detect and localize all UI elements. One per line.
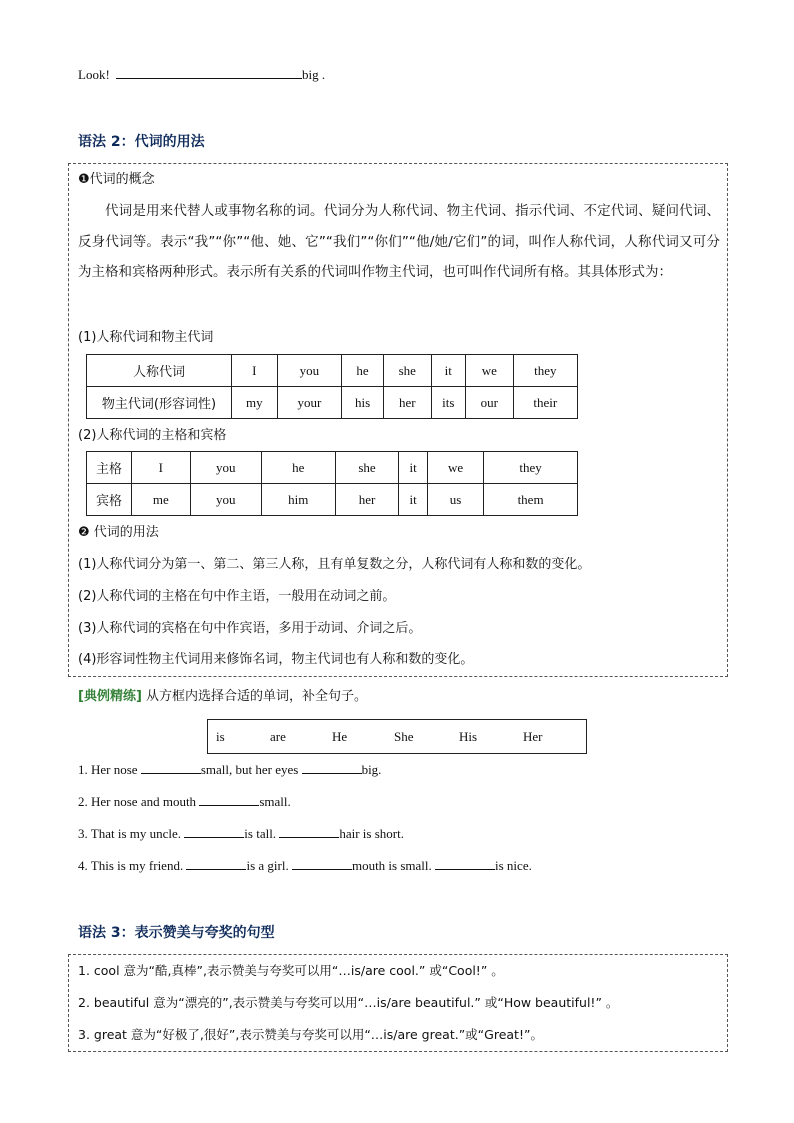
table-cell: they bbox=[484, 452, 578, 484]
question-1 bbox=[78, 761, 381, 778]
usage-item: (4)形容词性物主代词用来修饰名词，物主代词也有人称和数的变化。 bbox=[78, 652, 474, 667]
question-text: 4. This is my friend. bbox=[78, 858, 184, 873]
answer-blank[interactable] bbox=[186, 857, 246, 870]
table-cell: us bbox=[427, 484, 483, 516]
table-cell: she bbox=[335, 452, 399, 484]
table-cell: I bbox=[132, 452, 191, 484]
table-cell: my bbox=[232, 387, 278, 419]
answer-blank[interactable] bbox=[302, 761, 362, 774]
concept-title: ❶代词的概念 bbox=[78, 172, 155, 187]
section2-heading: 语法 2：代词的用法 bbox=[78, 134, 205, 150]
usage-item: (1)人称代词分为第一、第二、第三人称，且有单复数之分，人称代词有人称和数的变化。 bbox=[78, 557, 591, 572]
pronoun-table-2 bbox=[86, 451, 578, 516]
word-option: His bbox=[459, 729, 478, 744]
question-4 bbox=[78, 857, 532, 874]
usage-item: (3)人称代词的宾格在句中作宾语，多用于动词、介词之后。 bbox=[78, 621, 422, 636]
table-cell: 物主代词(形容词性) bbox=[87, 387, 232, 419]
table-row bbox=[87, 355, 578, 387]
pronoun-table-1 bbox=[86, 354, 578, 419]
table-cell: they bbox=[513, 355, 577, 387]
table-cell: her bbox=[384, 387, 432, 419]
table-cell: he bbox=[261, 452, 335, 484]
table-cell: their bbox=[513, 387, 577, 419]
table-cell: him bbox=[261, 484, 335, 516]
praise-item: 2. beautiful 意为“漂亮的”,表示赞美与夸奖可以用“…is/are beautiful.” 或“How beautiful!” 。 bbox=[78, 995, 619, 1010]
example-header bbox=[78, 689, 367, 705]
top-sentence-prefix: Look! bbox=[78, 67, 110, 82]
table-cell: I bbox=[232, 355, 278, 387]
table2-title: (2)人称代词的主格和宾格 bbox=[78, 428, 227, 443]
word-option: are bbox=[270, 729, 286, 744]
table-cell: you bbox=[190, 484, 261, 516]
table-cell: it bbox=[399, 452, 428, 484]
usage-title: ❷ 代词的用法 bbox=[78, 525, 159, 540]
table-cell: his bbox=[342, 387, 384, 419]
table-row bbox=[87, 452, 578, 484]
table-cell: we bbox=[427, 452, 483, 484]
table-row bbox=[87, 484, 578, 516]
table-cell: 人称代词 bbox=[87, 355, 232, 387]
answer-blank[interactable] bbox=[279, 825, 339, 838]
table-cell: we bbox=[466, 355, 514, 387]
table-cell: our bbox=[466, 387, 514, 419]
question-text: 3. That is my uncle. bbox=[78, 826, 182, 841]
table-cell: she bbox=[384, 355, 432, 387]
table-cell: 主格 bbox=[87, 452, 132, 484]
word-option: He bbox=[332, 729, 348, 744]
example-instruction: 从方框内选择合适的单词，补全句子。 bbox=[146, 689, 368, 704]
word-box bbox=[207, 719, 587, 754]
praise-item: 3. great 意为“好极了,很好”,表示赞美与夸奖可以用“…is/are great.”或“Great!”。 bbox=[78, 1027, 543, 1042]
table-cell: it bbox=[399, 484, 428, 516]
top-sentence bbox=[78, 66, 325, 83]
section3-heading: 语法 3：表示赞美与夸奖的句型 bbox=[78, 925, 275, 941]
usage-item: (2)人称代词的主格在句中作主语，一般用在动词之前。 bbox=[78, 589, 396, 604]
question-text: hair is short. bbox=[339, 826, 404, 841]
question-3 bbox=[78, 825, 404, 842]
question-text: is nice. bbox=[495, 858, 532, 873]
answer-blank[interactable] bbox=[141, 761, 201, 774]
answer-blank[interactable] bbox=[184, 825, 244, 838]
question-text: small. bbox=[259, 794, 291, 809]
question-text: is tall. bbox=[244, 826, 277, 841]
answer-blank[interactable] bbox=[292, 857, 352, 870]
table-cell: you bbox=[190, 452, 261, 484]
word-option: She bbox=[394, 729, 414, 744]
concept-paragraph: 代词是用来代替人或事物名称的词。代词分为人称代词、物主代词、指示代词、不定代词、疑问代词、反身代词等。表示“我”“你”“他、她、它”“我们”“你们”“他/她/它们”的词，叫作人称代词，人称代词又可分为主格和宾格两种形式。表示所有关系的代词叫作物主代词，也可叫作代词所有格。其具体形式为： bbox=[78, 203, 720, 280]
word-option: Her bbox=[523, 729, 543, 744]
question-text: 1. Her nose bbox=[78, 762, 138, 777]
top-sentence-suffix: big . bbox=[302, 67, 326, 82]
answer-blank[interactable] bbox=[435, 857, 495, 870]
table-cell: 宾格 bbox=[87, 484, 132, 516]
table-cell: its bbox=[431, 387, 465, 419]
table-cell: me bbox=[132, 484, 191, 516]
table-cell: her bbox=[335, 484, 399, 516]
table-cell: it bbox=[431, 355, 465, 387]
word-option: is bbox=[216, 729, 225, 744]
table-cell: you bbox=[277, 355, 341, 387]
table-row bbox=[87, 387, 578, 419]
example-tag: [典例精练] bbox=[78, 689, 142, 704]
table-cell: he bbox=[342, 355, 384, 387]
question-text: small, but her eyes bbox=[200, 762, 299, 777]
answer-blank[interactable] bbox=[116, 66, 302, 79]
answer-blank[interactable] bbox=[199, 793, 259, 806]
question-text: is a girl. bbox=[246, 858, 289, 873]
question-text: big. bbox=[361, 762, 382, 777]
question-text: 2. Her nose and mouth bbox=[78, 794, 197, 809]
table-cell: them bbox=[484, 484, 578, 516]
question-text: mouth is small. bbox=[351, 858, 432, 873]
table1-title: (1)人称代词和物主代词 bbox=[78, 330, 214, 345]
table-cell: your bbox=[277, 387, 341, 419]
question-2 bbox=[78, 793, 291, 810]
praise-item: 1. cool 意为“酷,真棒”,表示赞美与夸奖可以用“…is/are cool.” 或“Cool!” 。 bbox=[78, 963, 504, 978]
